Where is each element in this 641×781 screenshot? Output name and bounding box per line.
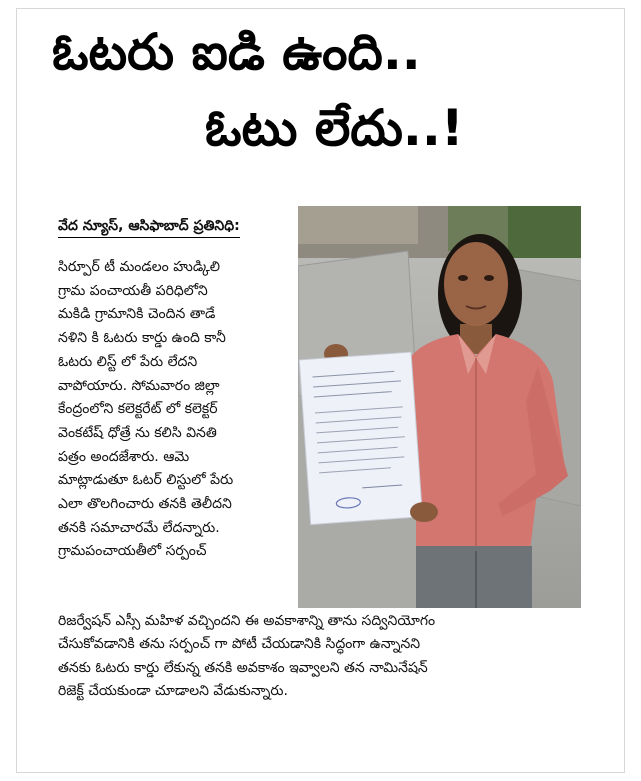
full-line: చేసుకోవడానికి తను సర్పంచ్ గా పోటీ చేయడానికి సిద్ధంగా ఉన్నానని	[58, 636, 421, 653]
column-line: గ్రామ పంచాయతీ పరిధిలోని	[58, 282, 208, 299]
column-line: పత్రం అందజేశారు. ఆమె	[58, 448, 190, 465]
column-line: ఓటరు లిస్ట్ లో పేరు లేదని	[58, 353, 198, 370]
column-line: సిర్పూర్ టీ మండలం హుడ్కిలి	[58, 259, 220, 275]
background-trees	[503, 206, 581, 261]
petition-paper	[299, 352, 422, 524]
full-line: రిజెక్ట్ చేయకుండా చూడాలని వేడుకున్నారు.	[58, 683, 288, 700]
right-hand	[410, 502, 438, 522]
headline-line-2: ఓటు లేదు..!	[205, 99, 464, 157]
headline-line-1: ఓటరు ఐడి ఉంది..	[52, 23, 421, 81]
full-line: తనకు ఓటరు కార్డు లేకున్న తనకి అవకాశం ఇవ్వాలని తన నామినేషన్	[58, 659, 428, 676]
column-line: తనకి సమాచారమే లేదన్నారు.	[58, 519, 220, 536]
column-line: మకిడి గ్రామానికి చెందిన తాడే	[58, 306, 216, 323]
column-line: వెంకటేష్ ధోత్రే ను కలిసి వినతి	[58, 424, 217, 441]
byline: వేద న్యూస్, ఆసిఫాబాద్ ప్రతినిధి:	[58, 216, 240, 238]
woman-holding-petition-photo	[298, 206, 581, 608]
column-line: గ్రామపంచాయతీలో సర్పంచ్	[58, 543, 207, 560]
column-line: ఎలా తొలగించారు తనకి తెలీదని	[58, 496, 232, 513]
face	[444, 242, 508, 326]
article-full-width-text	[58, 610, 578, 704]
full-line: రిజర్వేషన్ ఎస్సీ మహిళ వచ్చిందని ఈ అవకాశాన్ని తాను సద్వినియోగం	[58, 613, 436, 629]
column-line: కేంద్రంలోని కలెక్టరేట్ లో కలెక్టర్	[58, 401, 218, 418]
article-column-text	[58, 256, 288, 564]
column-line: మాట్లాడుతూ ఓటర్ లిస్టులో పేరు	[58, 472, 234, 489]
column-line: వాపోయారు. సోమవారం జిల్లా	[58, 377, 220, 394]
column-line: నళిని కి ఓటరు కార్డు ఉంది కానీ	[58, 330, 226, 347]
trousers	[416, 546, 532, 608]
